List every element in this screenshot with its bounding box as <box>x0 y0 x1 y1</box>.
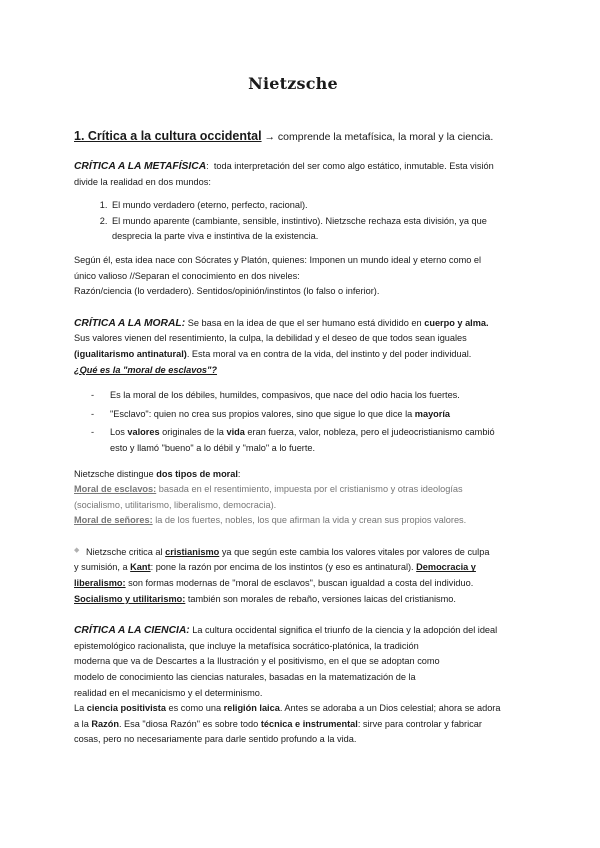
ciencia-l6b: ciencia positivista <box>86 703 166 714</box>
c2a: y sumisión, a <box>74 562 131 573</box>
ciencia-l7e: : sirve para controlar y fabricar <box>357 718 482 729</box>
moral-l1a: Se basa en la idea de que el ser humano está dividido en <box>187 317 425 328</box>
c1a: Nietzsche critica al <box>86 546 166 557</box>
dash3-d: vida <box>226 427 245 438</box>
critique-paragraph <box>86 545 512 561</box>
types-a: Nietzsche distingue <box>74 468 157 479</box>
esclavos-text1: basada en el resentimiento, impuesta por el cristianismo y otras ideologías <box>156 484 463 495</box>
moral-intro <box>74 316 512 378</box>
section-1-heading <box>74 129 512 143</box>
c1b: cristianismo <box>165 546 220 557</box>
moral-l3a: (igualitarismo antinatural) <box>74 348 187 359</box>
ciencia-l6c: es como una <box>165 703 224 714</box>
section-1-subtitle: comprende la metafísica, la moral y la ciencia. <box>277 131 494 143</box>
moral-l3b: . Esta moral va en contra de la vida, del instinto y del poder individual. <box>186 348 472 359</box>
ciencia-l8: cosas, pero no necesariamente para darle sentido profundo a la vida. <box>74 734 357 745</box>
ciencia-section <box>74 623 512 748</box>
c1c: ya que según este cambia los valores vitales por valores de culpa <box>219 546 490 557</box>
critique-block <box>74 545 512 561</box>
ciencia-l6e: . Antes se adoraba a un Dios celestial; ahora se adora <box>279 703 501 714</box>
diamond-bullet-icon: ◆ <box>74 546 80 554</box>
moral-dash-list <box>74 388 512 456</box>
metafisica-paragraph <box>74 253 512 300</box>
c2d: Democracia y <box>416 562 476 573</box>
c4b: también son morales de rebaño, versiones laicas del cristianismo. <box>185 593 456 604</box>
ciencia-l7a: a la <box>74 718 92 729</box>
esclavos-label: Moral de esclavos: <box>74 484 157 495</box>
list-item: 1. El mundo verdadero (eterno, perfecto, racional). <box>110 198 512 214</box>
c3b: son formas modernas de "moral de esclavos", buscan igualdad a costa del individuo. <box>125 578 474 589</box>
two-worlds-list <box>74 198 512 245</box>
arrow-glyph: → <box>261 131 278 143</box>
ciencia-l6d: religión laica <box>223 703 280 714</box>
page-title: Nietzsche <box>248 74 338 93</box>
senores-text: la de los fuertes, nobles, los que afirman la vida y crean sus propios valores. <box>152 515 467 526</box>
c4a: Socialismo y utilitarismo: <box>74 593 186 604</box>
dash3-c: originales de la <box>159 427 227 438</box>
dash3-a: Los <box>110 427 128 438</box>
ciencia-l4: modelo de conocimiento las ciencias naturales, basadas en la matematización de la <box>74 672 416 683</box>
dash3-b: valores <box>127 427 160 438</box>
moral-l1b: cuerpo y alma. <box>424 317 489 328</box>
c3a: liberalismo: <box>74 578 126 589</box>
senores-label: Moral de señores: <box>74 515 153 526</box>
metafisica-colon: : <box>206 161 209 171</box>
ciencia-l3: moderna que va de Descartes a la Ilustración y el positivismo, en el que se adoptan como <box>74 656 440 667</box>
ciencia-l6a: La <box>74 703 87 714</box>
moral-l2: Sus valores vienen del resentimiento, la culpa, la debilidad y el deseo de que todos sean iguales <box>74 333 467 344</box>
ciencia-heading: CRÍTICA A LA CIENCIA: <box>74 625 190 637</box>
critique-continuation <box>74 560 512 607</box>
moral-question: ¿Qué es la "moral de esclavos"? <box>74 364 218 375</box>
ciencia-l2: epistemológico racionalista, que incluye la metafísica socrático-platónica, la tradición <box>74 640 419 651</box>
moral-heading: CRÍTICA A LA MORAL: <box>74 317 186 329</box>
ciencia-l7b: Razón <box>91 718 119 729</box>
metafisica-intro-a: toda interpretación del ser como algo estático, inmutable. Esta visión <box>213 161 494 171</box>
dash3-e: eran fuerza, valor, nobleza, pero el judeocristianismo cambió esto y llamó "bueno" a lo débil y "malo" a lo fuerte. <box>110 427 495 453</box>
metafisica-section <box>74 159 512 300</box>
metafisica-p3: Razón/ciencia (lo verdadero). Sentidos/opinión/instintos (lo falso o inferior). <box>74 286 380 297</box>
list-item: - Es la moral de los débiles, humildes, compasivos, que nace del odio hacia los fuertes. <box>110 388 512 404</box>
ciencia-l1: La cultura occidental significa el triunfo de la ciencia y la adopción del ideal <box>189 625 498 636</box>
moral-types <box>74 467 512 529</box>
metafisica-intro <box>74 159 512 190</box>
metafisica-p1: Según él, esta idea nace con Sócrates y Platón, quienes: Imponen un mundo ideal y eterno como el <box>74 254 482 265</box>
metafisica-intro-b: divide la realidad en dos mundos: <box>74 176 211 187</box>
metafisica-heading: CRÍTICA A LA METAFÍSICA <box>74 161 207 172</box>
ciencia-l7d: técnica e instrumental <box>260 718 358 729</box>
list-item <box>110 407 512 423</box>
moral-section <box>74 316 512 608</box>
types-b: dos tipos de moral <box>156 468 238 479</box>
ciencia-l5: realidad en el mecanicismo y el determinismo. <box>74 687 263 698</box>
esclavos-text2: (socialismo, utilitarismo, liberalismo, democracia). <box>74 499 277 510</box>
metafisica-p2: único valioso //Separan el conocimiento en dos niveles: <box>74 270 300 281</box>
c2b: Kant <box>130 562 151 573</box>
ciencia-l7c: . Esa "diosa Razón" es sobre todo <box>118 718 261 729</box>
dash2-text: "Esclavo": quien no crea sus propios valores, sino que sigue lo que dice la <box>110 408 415 419</box>
section-1-title: 1. Crítica a la cultura occidental <box>74 129 262 143</box>
ciencia-paragraph <box>74 623 512 748</box>
list-item: 2. El mundo aparente (cambiante, sensible, instintivo). Nietzsche rechaza esta división, ya que desprecia la parte viva e instintiva de la existencia. <box>110 214 512 245</box>
dash2-bold: mayoría <box>414 408 451 419</box>
list-item <box>110 425 512 456</box>
types-c: : <box>237 468 241 479</box>
c2c: : pone la razón por encima de los instintos (y eso es antinatural). <box>150 562 417 573</box>
